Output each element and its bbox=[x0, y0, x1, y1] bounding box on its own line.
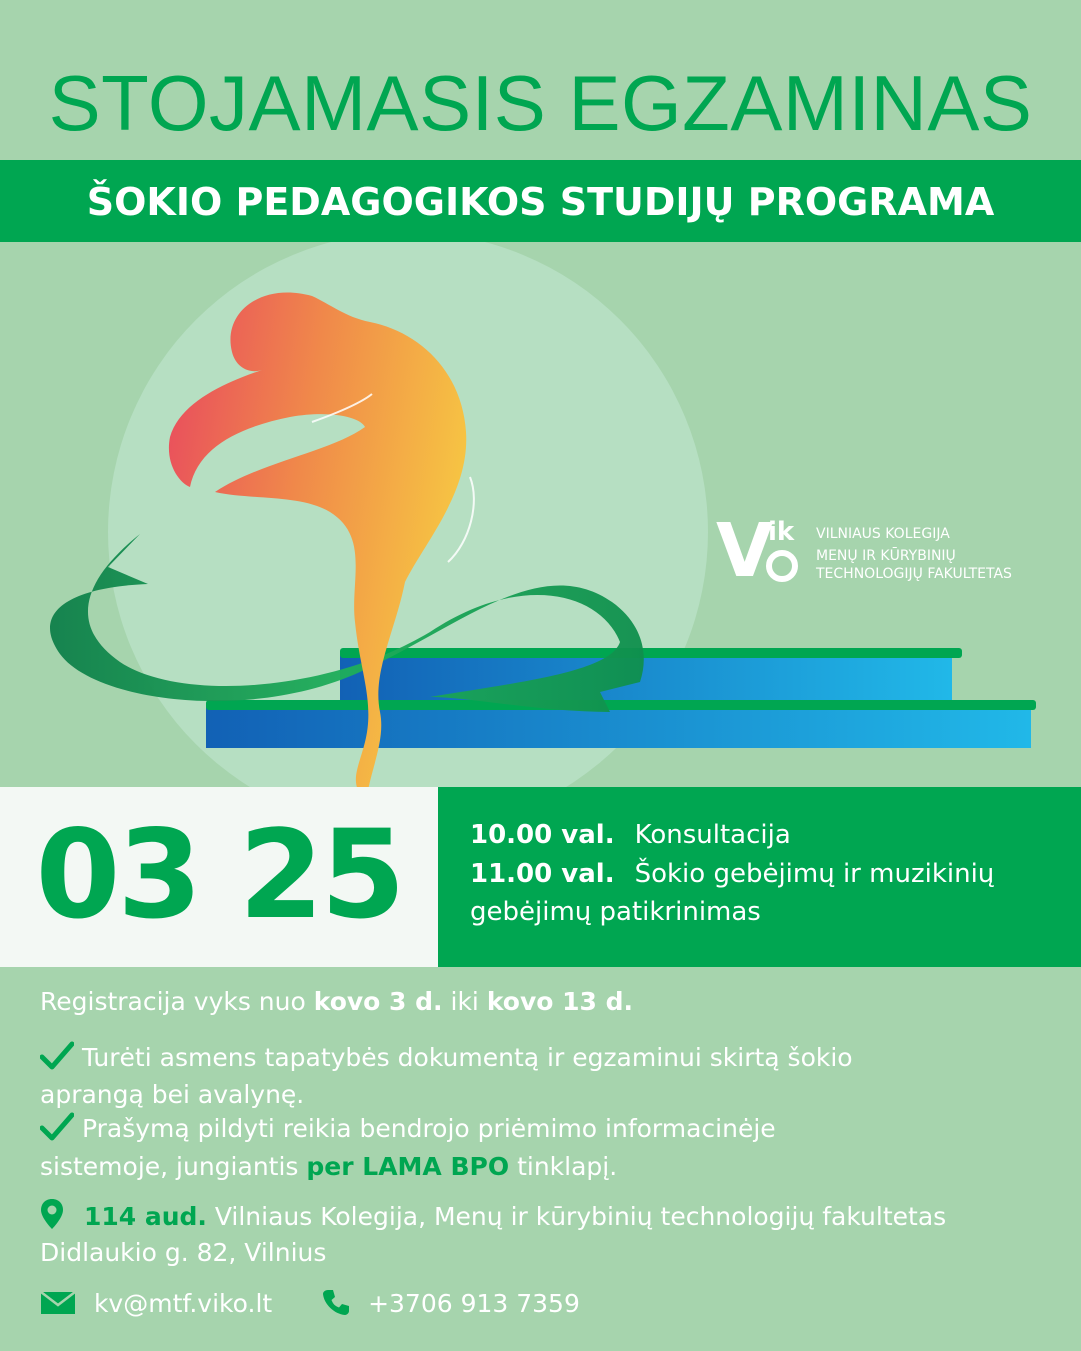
registration-prefix: Registracija vyks nuo bbox=[40, 987, 306, 1016]
requirement-continuation: aprangą bei avalynę. bbox=[40, 1080, 305, 1109]
requirement-text-prefix: sistemoje, jungiantis bbox=[40, 1152, 299, 1181]
email-link[interactable]: kv@mtf.viko.lt bbox=[93, 1289, 273, 1318]
contact-line bbox=[40, 1286, 580, 1322]
schedule-item bbox=[470, 816, 791, 854]
stage-step-lower-edge bbox=[206, 700, 1036, 710]
lama-bpo-link[interactable]: per LAMA BPO bbox=[306, 1152, 510, 1181]
registration-end: kovo 13 d. bbox=[486, 987, 634, 1016]
envelope-icon bbox=[40, 1291, 76, 1315]
requirement-text: Prašymą pildyti reikia bendrojo priėmimo informacinėje bbox=[81, 1114, 776, 1143]
schedule-time: 10.00 val. bbox=[470, 820, 615, 850]
requirement-text-suffix: tinklapį. bbox=[517, 1152, 618, 1181]
requirement-item bbox=[40, 1040, 853, 1076]
schedule-label: Šokio gebėjimų ir muzikinių bbox=[634, 859, 995, 889]
requirement-text: Turėti asmens tapatybės dokumentą ir egzaminui skirtą šokio bbox=[81, 1043, 853, 1072]
phone-link[interactable]: +3706 913 7359 bbox=[368, 1289, 580, 1318]
stage-step-upper bbox=[340, 654, 952, 702]
requirement-item bbox=[40, 1111, 776, 1147]
logo-line-3: TECHNOLOGIJŲ FAKULTETAS bbox=[816, 566, 1012, 582]
stage-step-upper-edge bbox=[340, 648, 962, 658]
schedule-continuation: gebėjimų patikrinimas bbox=[470, 897, 761, 927]
exam-date: 03 25 bbox=[35, 804, 403, 946]
page-title: STOJAMASIS EGZAMINAS bbox=[48, 59, 1033, 147]
registration-line bbox=[40, 984, 633, 1020]
location-line bbox=[40, 1199, 946, 1235]
schedule-item bbox=[470, 855, 994, 893]
stage-step-lower bbox=[206, 704, 1031, 748]
checkmark-icon bbox=[40, 1041, 74, 1071]
registration-middle: iki bbox=[450, 987, 479, 1016]
svg-text:V: V bbox=[716, 508, 774, 588]
requirement-continuation bbox=[40, 1149, 617, 1185]
schedule-label: Konsultacija bbox=[634, 820, 791, 850]
location-pin-icon bbox=[40, 1198, 64, 1230]
registration-start: kovo 3 d. bbox=[313, 987, 443, 1016]
program-name: ŠOKIO PEDAGOGIKOS STUDIJŲ PROGRAMA bbox=[86, 180, 995, 224]
logo-line-2: MENŲ IR KŪRYBINIŲ bbox=[816, 548, 956, 564]
svg-text:ik: ik bbox=[768, 517, 795, 547]
location-room: 114 aud. bbox=[83, 1202, 207, 1231]
checkmark-icon bbox=[40, 1112, 74, 1142]
location-address-2: Didlaukio g. 82, Vilnius bbox=[40, 1238, 327, 1267]
location-address-1: Vilniaus Kolegija, Menų ir kūrybinių technologijų fakultetas bbox=[214, 1202, 947, 1231]
viko-logo bbox=[716, 496, 1046, 596]
viko-logo-mark bbox=[716, 496, 812, 588]
logo-line-1: VILNIAUS KOLEGIJA bbox=[816, 526, 950, 542]
schedule-time: 11.00 val. bbox=[470, 859, 615, 889]
phone-icon bbox=[322, 1288, 350, 1316]
